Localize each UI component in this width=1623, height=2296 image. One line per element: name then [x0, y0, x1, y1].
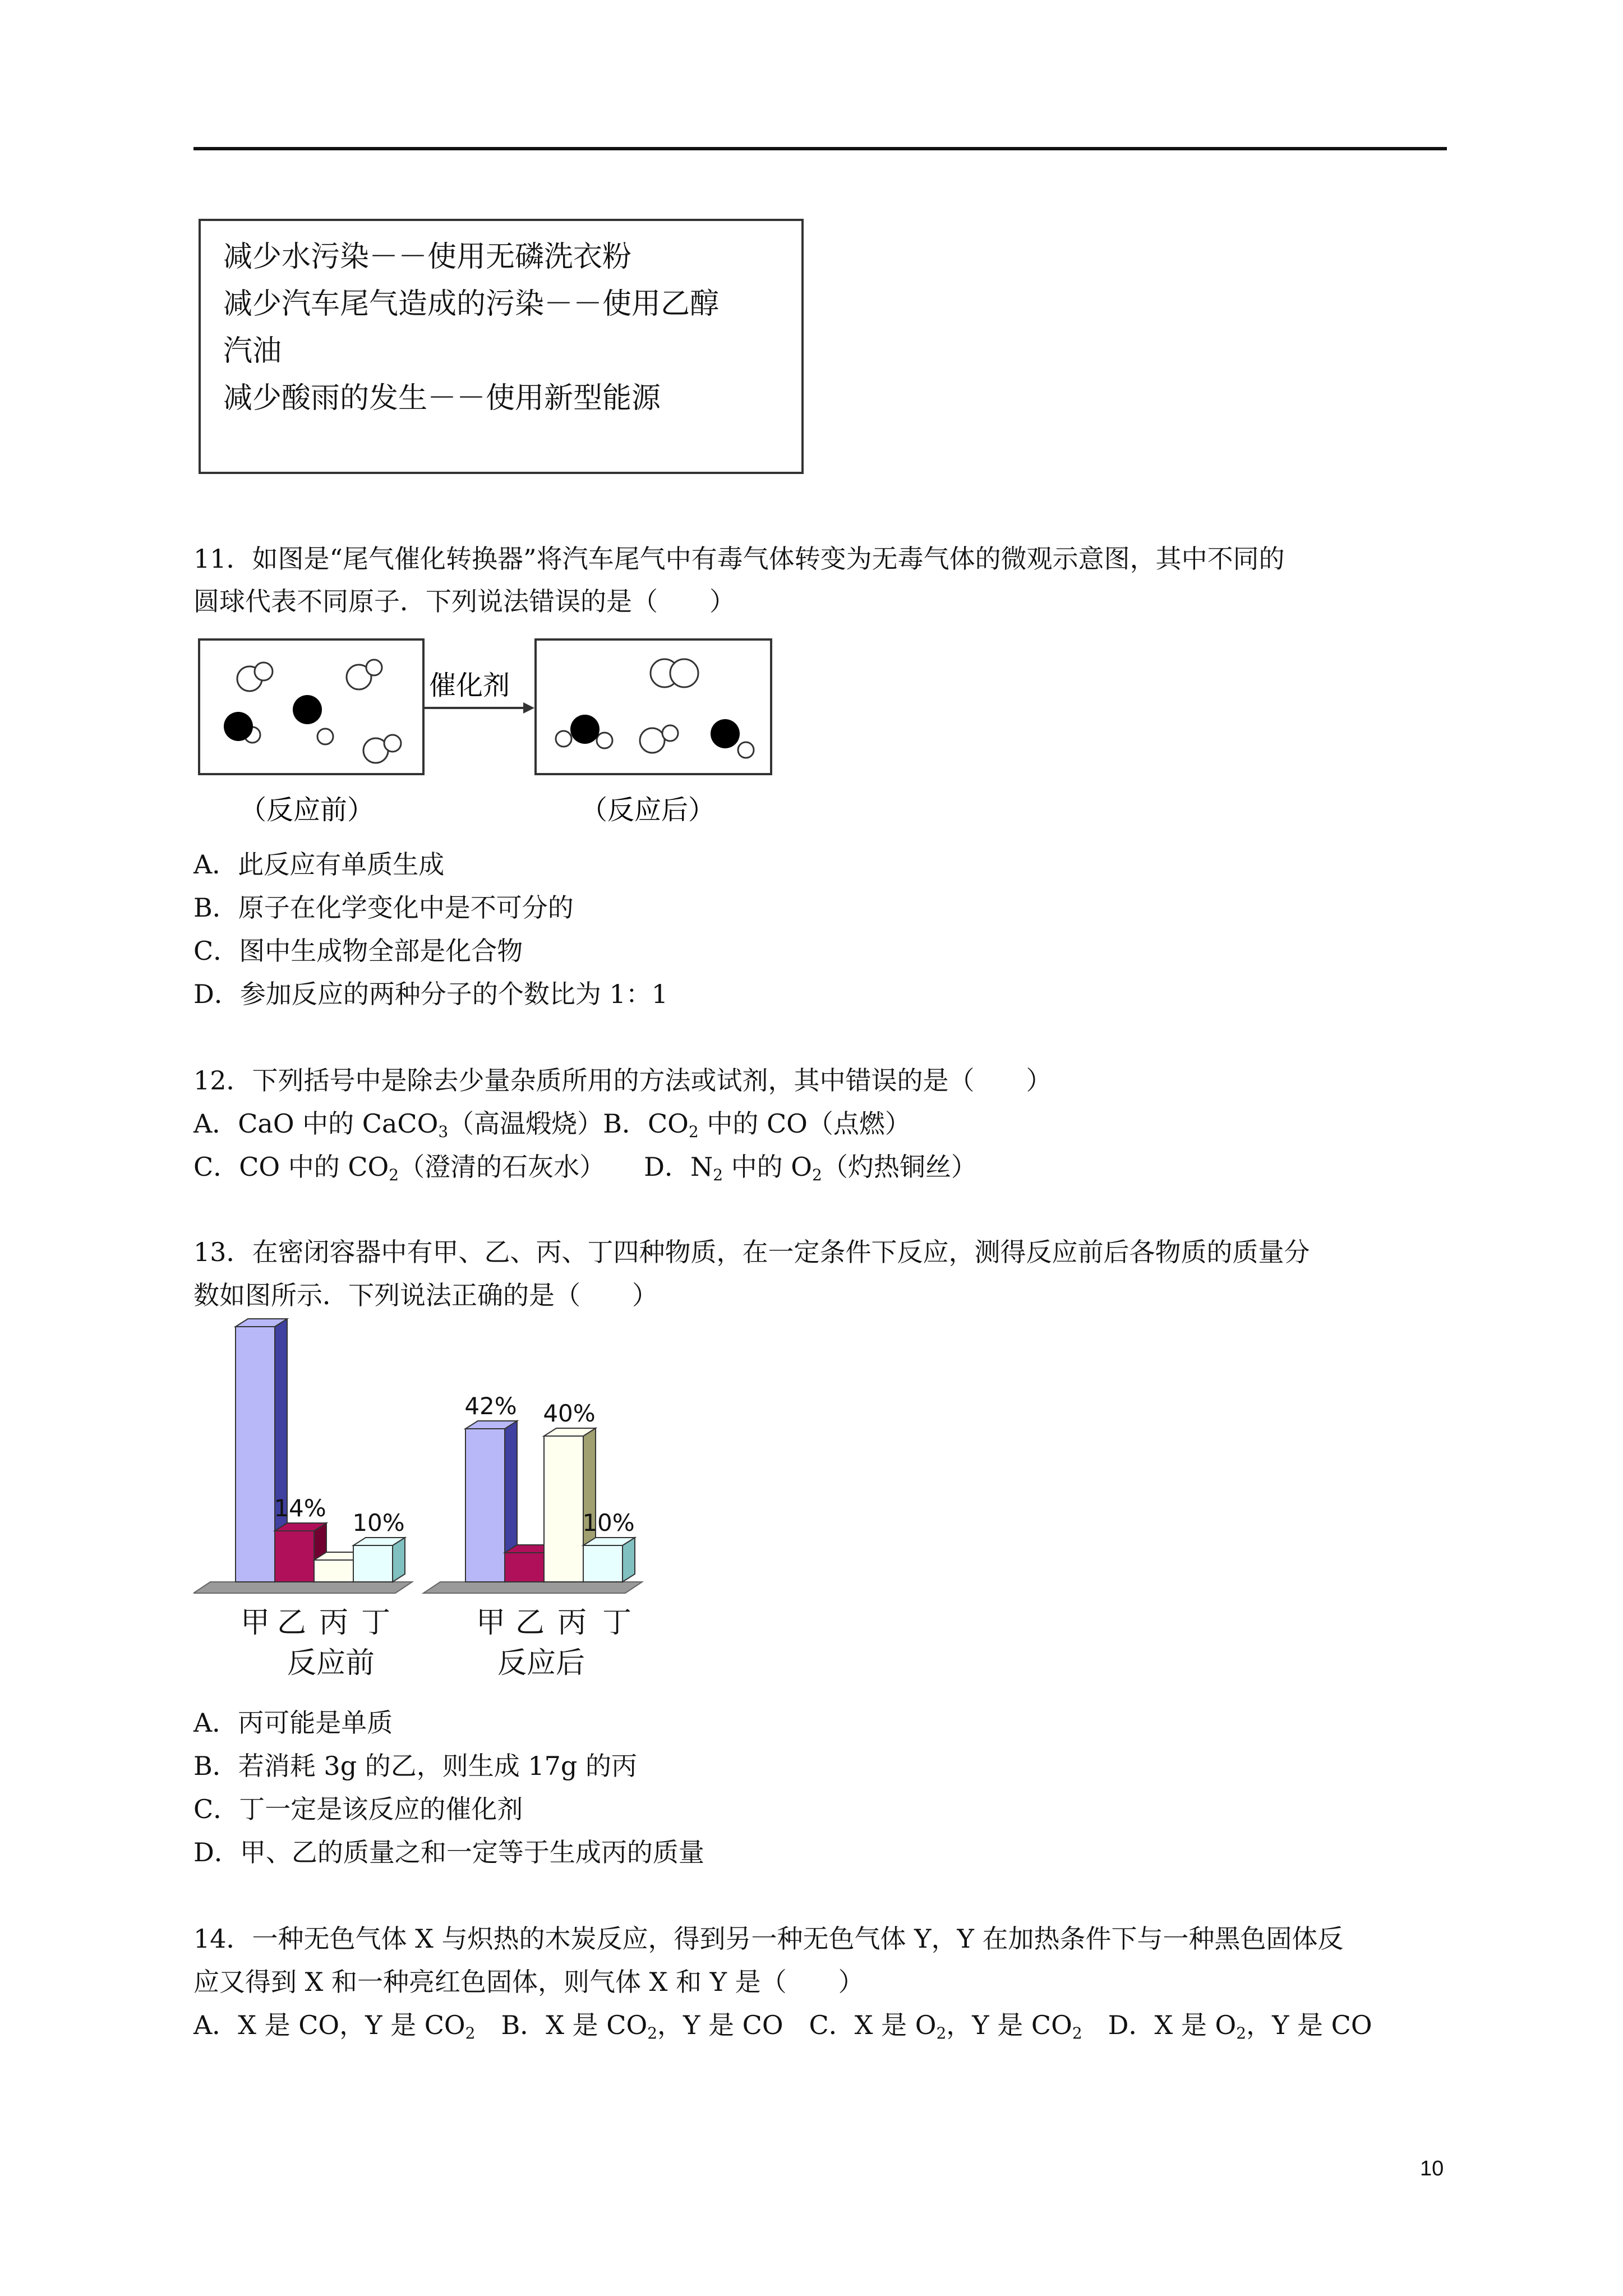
atom: [293, 695, 322, 724]
arrow-head: [523, 702, 534, 714]
q13-option-c: C．丁一定是该反应的催化剂: [193, 1794, 523, 1824]
before-label: （反应前）: [239, 794, 375, 826]
bar-front: [275, 1531, 314, 1582]
q14-options: A．X 是 CO，Y 是 $CO_2$ B．X 是 $CO_2$，Y 是 CO C．X 是 $O_2$，Y 是 $CO_2$ D．X 是 $O_2$，Y 是 CO: [193, 2010, 1372, 2042]
q13-option-d: D．甲、乙的质量之和一定等于生成丙的质量: [193, 1837, 704, 1867]
q11-diagram: [193, 634, 782, 836]
box-line: 减少水污染－－使用无磷洗衣粉: [223, 240, 632, 274]
chart-floor: [193, 1582, 412, 1593]
bar-front: [236, 1327, 275, 1582]
q13-bar-chart: [193, 1318, 698, 1700]
atom: [317, 729, 333, 744]
category-label: 丙: [319, 1606, 349, 1640]
bar-front: [465, 1429, 505, 1582]
q14-line2: 应又得到 X 和一种亮红色固体，则气体 X 和 Y 是（ ）: [193, 1967, 864, 1997]
q12-options-cd: C．CO 中的 $CO_2$（澄清的石灰水） D．$N_2$ 中的 $O_2$（灼热铜丝）: [193, 1152, 977, 1184]
q11-line2: 圆球代表不同原子．下列说法错误的是（ ）: [193, 586, 735, 616]
bar-front: [314, 1560, 353, 1582]
category-label: 乙: [276, 1606, 307, 1640]
bar-front: [583, 1545, 623, 1582]
data-label: 10%: [582, 1509, 635, 1536]
box-line: 减少酸雨的发生－－使用新型能源: [223, 381, 661, 415]
q11-line1: 11．如图是“尾气催化转换器”将汽车尾气中有毒气体转变为无毒气体的微观示意图，其中不同的: [193, 544, 1285, 574]
bar-front: [544, 1436, 583, 1582]
atom: [224, 712, 253, 741]
after-label: （反应后）: [580, 794, 716, 826]
atom: [366, 660, 382, 675]
category-label: 丙: [557, 1606, 587, 1640]
q11-option-b: B．原子在化学变化中是不可分的: [193, 892, 574, 923]
atom: [556, 731, 571, 747]
atom: [570, 715, 600, 744]
q12-line1: 12．下列括号中是除去少量杂质所用的方法或试剂，其中错误的是（ ）: [193, 1065, 1052, 1096]
q13-option-a: A．丙可能是单质: [193, 1708, 393, 1738]
data-label: 40%: [543, 1400, 596, 1427]
catalyst-label: 催化剂: [429, 670, 510, 701]
q12-options-ab: A．CaO 中的 CaCO$_3$（高温煅烧）B．$CO_2$ 中的 CO（点燃）: [193, 1108, 911, 1141]
atom: [670, 659, 698, 687]
atom: [662, 725, 678, 741]
atom: [738, 742, 754, 758]
q14-line1: 14．一种无色气体 X 与炽热的木炭反应，得到另一种无色气体 Y，Y 在加热条件下与一种黑色固体反: [193, 1924, 1344, 1954]
atom: [640, 728, 665, 753]
category-label: 甲: [476, 1606, 506, 1640]
bar-front: [353, 1545, 393, 1582]
group-label: 反应前: [287, 1646, 375, 1680]
q11-option-a: A．此反应有单质生成: [193, 849, 445, 880]
bar-front: [505, 1553, 544, 1582]
group-label: 反应后: [497, 1646, 585, 1680]
header-rule: [193, 147, 1447, 150]
category-label: 乙: [515, 1606, 545, 1640]
page-number: 10: [1420, 2157, 1444, 2180]
box-line: 减少汽车尾气造成的污染－－使用乙醇: [223, 287, 720, 321]
chart-floor: [423, 1582, 642, 1593]
q13-option-b: B．若消耗 3g 的乙，则生成 17g 的丙: [193, 1751, 637, 1781]
box-line: 汽油: [223, 334, 282, 368]
atom: [597, 733, 612, 748]
q11-option-c: C．图中生成物全部是化合物: [193, 936, 523, 966]
after-frame: [536, 639, 771, 774]
category-label: 丁: [361, 1606, 391, 1640]
atom: [711, 719, 740, 748]
data-label: 14%: [274, 1494, 326, 1522]
category-label: 丁: [602, 1606, 632, 1640]
q11-option-d: D．参加反应的两种分子的个数比为 1：1: [193, 979, 668, 1009]
q13-line1: 13．在密闭容器中有甲、乙、丙、丁四种物质，在一定条件下反应，测得反应前后各物质的质量分: [193, 1237, 1310, 1267]
data-label: 42%: [464, 1392, 517, 1420]
pollution-box: [199, 219, 804, 474]
q13-line2: 数如图所示．下列说法正确的是（ ）: [193, 1280, 658, 1310]
data-label: 10%: [352, 1509, 405, 1536]
atom: [384, 735, 401, 752]
category-label: 甲: [240, 1606, 270, 1640]
atom: [255, 662, 273, 680]
